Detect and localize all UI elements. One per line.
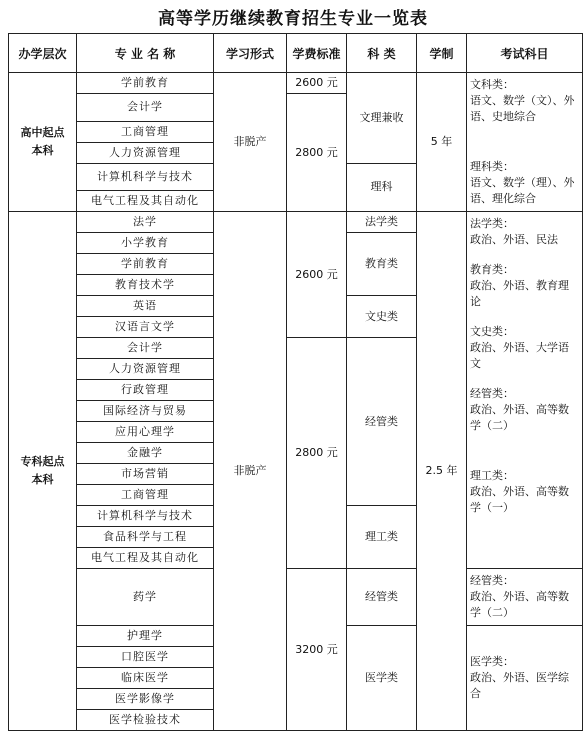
subjects-cell [467, 73, 583, 212]
major-cell: 英语 [77, 296, 214, 317]
table-row [9, 569, 583, 626]
major-cell: 会计学 [77, 94, 214, 122]
fee-cell: 2600 元 [287, 73, 347, 94]
subjects-cell [467, 626, 583, 731]
fee-cell: 2600 元 [287, 212, 347, 338]
major-cell: 工商管理 [77, 121, 214, 142]
major-cell: 教育技术学 [77, 275, 214, 296]
subject-group: 文史类： 政治、外语、大学语文 [470, 325, 569, 370]
major-cell: 医学影像学 [77, 689, 214, 710]
header-fee: 学费标准 [287, 34, 347, 73]
level-cell: 专科起点 本科 [9, 212, 77, 731]
major-cell: 会计学 [77, 338, 214, 359]
major-cell: 行政管理 [77, 380, 214, 401]
subject-group: 教育类： 政治、外语、教育理论 [470, 263, 569, 308]
subject-group: 经管类： 政治、外语、高等数学（二） [470, 574, 569, 619]
major-cell: 计算机科学与技术 [77, 506, 214, 527]
subject-group: 法学类： 政治、外语、民法 [470, 217, 558, 246]
major-cell: 学前教育 [77, 73, 214, 94]
major-cell: 人力资源管理 [77, 142, 214, 163]
header-subjects: 考试科目 [467, 34, 583, 73]
mode-cell: 非脱产 [214, 73, 287, 212]
level-cell: 高中起点 本科 [9, 73, 77, 212]
subject-group: 理工类： 政治、外语、高等数学（一） [470, 469, 569, 514]
major-cell: 应用心理学 [77, 422, 214, 443]
subjects-cell [467, 569, 583, 626]
header-mode: 学习形式 [214, 34, 287, 73]
category-cell: 理科 [347, 163, 417, 212]
subject-group: 医学类： 政治、外语、医学综合 [470, 655, 569, 700]
category-cell: 文史类 [347, 296, 417, 338]
major-cell: 金融学 [77, 443, 214, 464]
major-cell: 医学检验技术 [77, 710, 214, 731]
subjects-cell [467, 212, 583, 569]
category-cell: 经管类 [347, 569, 417, 626]
subject-group: 理科类： 语文、数学（理）、外语、理化综合 [470, 160, 575, 205]
major-cell: 食品科学与工程 [77, 527, 214, 548]
major-cell: 药学 [77, 569, 214, 626]
table-row [9, 212, 583, 233]
majors-table [8, 33, 583, 731]
major-cell: 口腔医学 [77, 647, 214, 668]
major-cell: 小学教育 [77, 233, 214, 254]
major-cell: 计算机科学与技术 [77, 163, 214, 191]
duration-cell: 5 年 [417, 73, 467, 212]
header-category: 科 类 [347, 34, 417, 73]
table-row [9, 73, 583, 94]
header-duration: 学制 [417, 34, 467, 73]
major-cell: 国际经济与贸易 [77, 401, 214, 422]
major-cell: 电气工程及其自动化 [77, 191, 214, 212]
major-cell: 法学 [77, 212, 214, 233]
major-cell: 护理学 [77, 626, 214, 647]
fee-cell: 2800 元 [287, 338, 347, 569]
fee-cell: 2800 元 [287, 94, 347, 212]
major-cell: 市场营销 [77, 464, 214, 485]
major-cell: 汉语言文学 [77, 317, 214, 338]
duration-cell: 2.5 年 [417, 212, 467, 731]
subject-group: 经管类： 政治、外语、高等数学（二） [470, 387, 569, 432]
category-cell: 教育类 [347, 233, 417, 296]
subject-group: 文科类： 语文、数学（文）、外语、史地综合 [470, 78, 575, 123]
category-cell: 理工类 [347, 506, 417, 569]
major-cell: 电气工程及其自动化 [77, 548, 214, 569]
header-row [9, 34, 583, 73]
category-cell: 文理兼收 [347, 73, 417, 164]
header-level: 办学层次 [9, 34, 77, 73]
major-cell: 学前教育 [77, 254, 214, 275]
major-cell: 工商管理 [77, 485, 214, 506]
fee-cell: 3200 元 [287, 569, 347, 731]
category-cell: 医学类 [347, 626, 417, 731]
header-major: 专 业 名 称 [77, 34, 214, 73]
category-cell: 法学类 [347, 212, 417, 233]
category-cell: 经管类 [347, 338, 417, 506]
major-cell: 临床医学 [77, 668, 214, 689]
page-title: 高等学历继续教育招生专业一览表 [158, 9, 428, 29]
major-cell: 人力资源管理 [77, 359, 214, 380]
mode-cell: 非脱产 [214, 212, 287, 731]
